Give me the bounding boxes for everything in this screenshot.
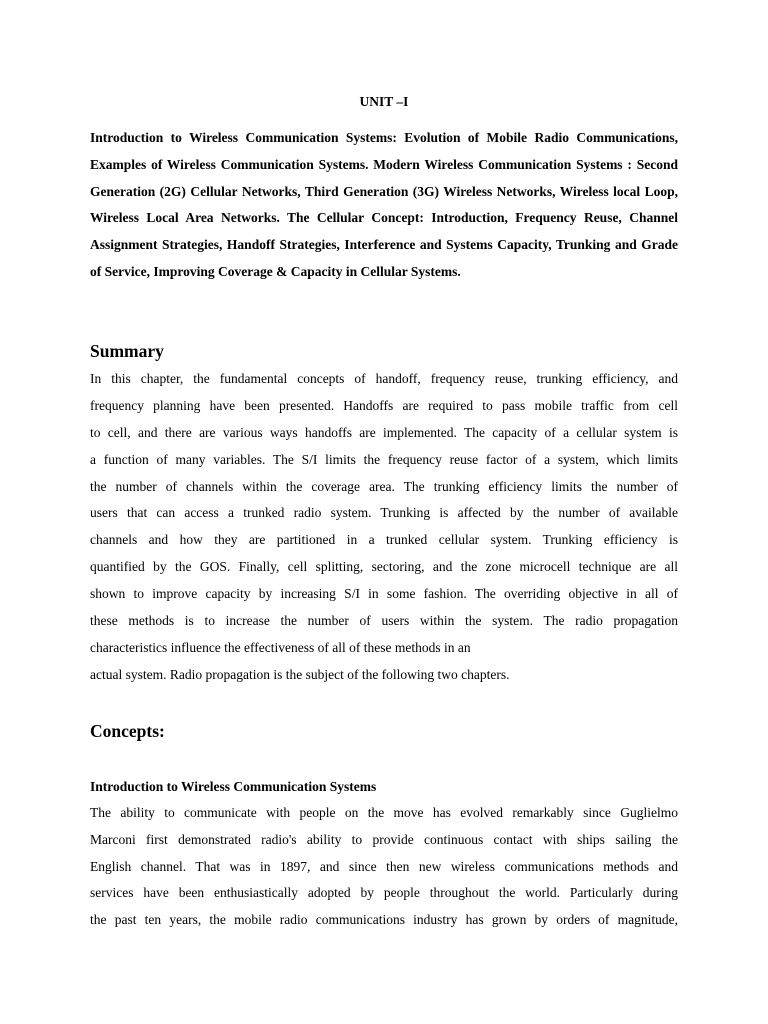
intro-line: the past ten years, the mobile radio communications industry has grown by orders of magnitude, <box>90 912 678 928</box>
intro-line: English channel. That was in 1897, and since then new wireless communications methods and <box>90 858 678 874</box>
summary-line: frequency planning have been presented. Handoffs are required to pass mobile traffic from cell <box>90 397 678 413</box>
summary-line: actual system. Radio propagation is the subject of the following two chapters. <box>90 666 510 682</box>
summary-line: In this chapter, the fundamental concepts of handoff, frequency reuse, trunking efficiency, and <box>90 371 678 386</box>
intro-line: The ability to communicate with people on the move has evolved remarkably since Guglielmo <box>90 805 678 820</box>
summary-line: shown to improve capacity by increasing S/I in some fashion. The overriding objective in all of <box>90 586 678 602</box>
summary-line: users that can access a trunked radio system. Trunking is affected by the number of available <box>90 505 678 521</box>
intro-paragraph <box>90 800 678 934</box>
summary-line: to cell, and there are various ways handoffs are implemented. The capacity of a cellular system is <box>90 424 678 440</box>
summary-line: the number of channels within the coverage area. The trunking efficiency limits the number of <box>90 478 678 494</box>
summary-line: quantified by the GOS. Finally, cell splitting, sectoring, and the zone microcell technique are all <box>90 559 678 575</box>
summary-paragraph <box>90 366 678 689</box>
intro-sub-heading: Introduction to Wireless Communication Systems <box>90 779 377 794</box>
concepts-heading: Concepts: <box>90 721 165 741</box>
intro-line: services have been enthusiastically adopted by people throughout the world. Particularly during <box>90 885 678 901</box>
summary-line: a function of many variables. The S/I limits the frequency reuse factor of a system, which limits <box>90 451 678 467</box>
summary-heading: Summary <box>90 341 164 361</box>
syllabus-paragraph: Introduction to Wireless Communication Systems: Evolution of Mobile Radio Communications, Examples of Wireless Communication Systems. Modern Wireless Communication Systems : Second Generation (2G) Cellular Networks, Third Generation (3G) Wireless Networks, Wireless local Loop, Wireless Local Area Networks. The Cellular Concept: Introduction, Frequency Reuse, Channel Assignment Strategies, Handoff Strategies, Interference and Systems Capacity, Trunking and Grade of Service, Improving Coverage & Capacity in Cellular Systems. <box>90 130 678 279</box>
summary-line: these methods is to increase the number of users within the system. The radio propagation <box>90 613 678 629</box>
intro-line: Marconi first demonstrated radio's ability to provide continuous contact with ships sailing the <box>90 831 678 847</box>
unit-title: UNIT –I <box>359 94 409 109</box>
summary-line: characteristics influence the effectiveness of all of these methods in an <box>90 639 471 655</box>
summary-line: channels and how they are partitioned in a trunked cellular system. Trunking efficiency is <box>90 532 678 548</box>
